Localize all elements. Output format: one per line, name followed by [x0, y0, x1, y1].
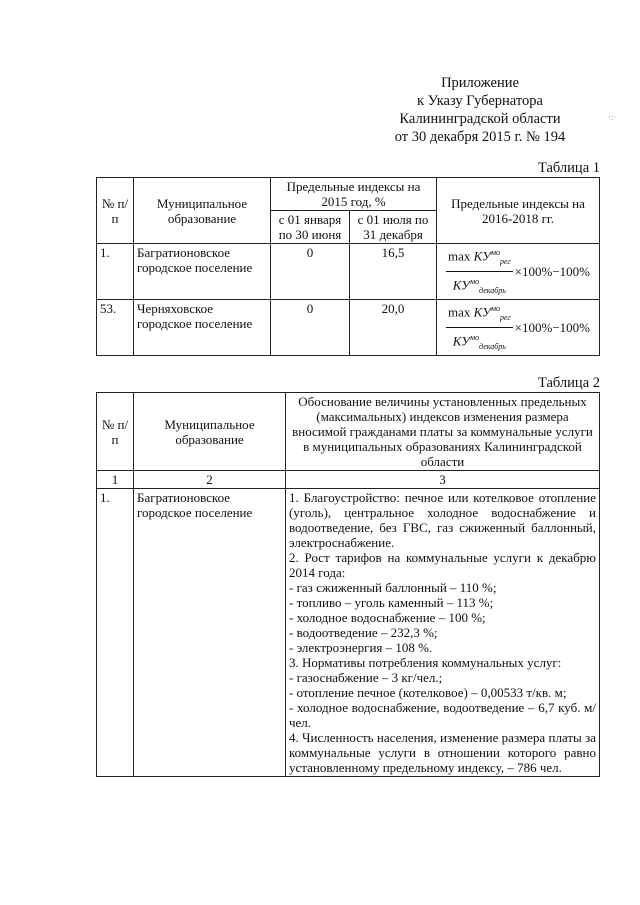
justification-line: 3. Нормативы потребления коммунальных услуг:	[289, 655, 562, 670]
appendix-date-line	[360, 128, 600, 146]
formula-sub: декабрь	[479, 285, 506, 295]
t1-row-num: 1.	[97, 244, 134, 300]
index-formula	[446, 245, 590, 298]
t2-colnum-3: 3	[286, 471, 600, 489]
formula-sup: мо	[469, 276, 480, 286]
formula-sub: рег	[499, 256, 511, 266]
formula-tail: ×100%−100%	[514, 263, 590, 279]
appendix-decree: к Указу Губернатора	[417, 93, 543, 109]
t2-header-municipality: Муниципальное образование	[134, 393, 286, 471]
justification-line: - отопление печное (котелковое) – 0,00533 т/кв. м;	[289, 685, 567, 700]
formula-max: max	[448, 248, 471, 264]
justification-line: 1. Благоустройство: печное или котелковое отопление (уголь), центральное холодное водоснабжение и водоотведение, без ГВС, газ сжиженный баллонный, электроснабжение.	[289, 490, 596, 550]
t2-row-num: 1.	[97, 489, 134, 777]
justification-line: - холодное водоснабжение, водоотведение – 6,7 куб. м/чел.	[289, 700, 596, 730]
t1-header-2016-2018: Предельные индексы на 2016-2018 гг.	[437, 178, 600, 244]
justification-line: - газоснабжение – 3 кг/чел.;	[289, 670, 443, 685]
table1	[96, 177, 600, 356]
justification-line: 2. Рост тарифов на коммунальные услуги к декабрю 2014 года:	[289, 550, 596, 580]
formula-ku: КУ	[452, 333, 470, 349]
t1-row-p2: 16,5	[350, 244, 437, 300]
appendix-region: Калининградской области	[399, 111, 561, 127]
t2-colnum-2: 2	[134, 471, 286, 489]
appendix-number: 194	[543, 129, 566, 145]
formula-max: max	[448, 304, 471, 320]
scan-speck: ·:·	[608, 112, 617, 122]
t1-row-name: Багратионовское городское поселение	[134, 244, 271, 300]
formula-sup: мо	[469, 332, 480, 342]
t2-header-num: № п/п	[97, 393, 134, 471]
table-row	[97, 299, 600, 355]
t1-row-p1: 0	[271, 299, 350, 355]
table-row	[97, 244, 600, 300]
table2	[96, 392, 600, 777]
formula-tail: ×100%−100%	[514, 319, 590, 335]
t2-colnum-1: 1	[97, 471, 134, 489]
t1-header-period1: с 01 января по 30 июня	[271, 211, 350, 244]
t1-header-2015: Предельные индексы на 2015 год, %	[271, 178, 437, 211]
formula-sub: рег	[499, 312, 511, 322]
t1-row-num: 53.	[97, 299, 134, 355]
justification-line: - газ сжиженный баллонный – 110 %;	[289, 580, 497, 595]
t1-header-num: № п/п	[97, 178, 134, 244]
justification-line: - водоотведение – 232,3 %;	[289, 625, 438, 640]
justification-line: - электроэнергия – 108 %.	[289, 640, 433, 655]
t1-row-formula	[437, 299, 600, 355]
t1-header-period2: с 01 июля по 31 декабря	[350, 211, 437, 244]
justification-line: 4. Численность населения, изменение размера платы за коммунальные услуги в отношении которого равно установленному предельному индексу, – 786 чел.	[289, 730, 596, 775]
formula-sup: мо	[490, 303, 500, 313]
t2-row-name: Багратионовское городское поселение	[134, 489, 286, 777]
appendix-title: Приложение	[441, 75, 519, 91]
t1-row-p1: 0	[271, 244, 350, 300]
t1-header-municipality: Муниципальное образование	[134, 178, 271, 244]
justification-line: - топливо – уголь каменный – 113 %;	[289, 595, 494, 610]
formula-sup: мо	[490, 248, 500, 257]
index-formula	[446, 301, 590, 354]
t1-row-p2: 20,0	[350, 299, 437, 355]
formula-sub: декабрь	[479, 341, 506, 351]
table-row	[97, 489, 600, 777]
table2-caption: Таблица 2	[537, 375, 600, 391]
formula-ku: КУ	[473, 304, 491, 320]
t2-row-justification	[286, 489, 600, 777]
appendix-header	[360, 74, 600, 146]
formula-ku: КУ	[452, 277, 470, 293]
formula-ku: КУ	[473, 248, 491, 264]
appendix-date: от 30 декабря 2015 г. №	[394, 129, 540, 145]
table1-caption: Таблица 1	[537, 160, 600, 176]
t1-row-name: Черняховское городское поселение	[134, 299, 271, 355]
justification-line: - холодное водоснабжение – 100 %;	[289, 610, 486, 625]
t2-header-justification: Обоснование величины установленных предельных (максимальных) индексов изменения размера вносимой гражданами платы за коммунальные услуги в муниципальных образованиях Калининградской области	[286, 393, 600, 471]
t1-row-formula	[437, 244, 600, 300]
